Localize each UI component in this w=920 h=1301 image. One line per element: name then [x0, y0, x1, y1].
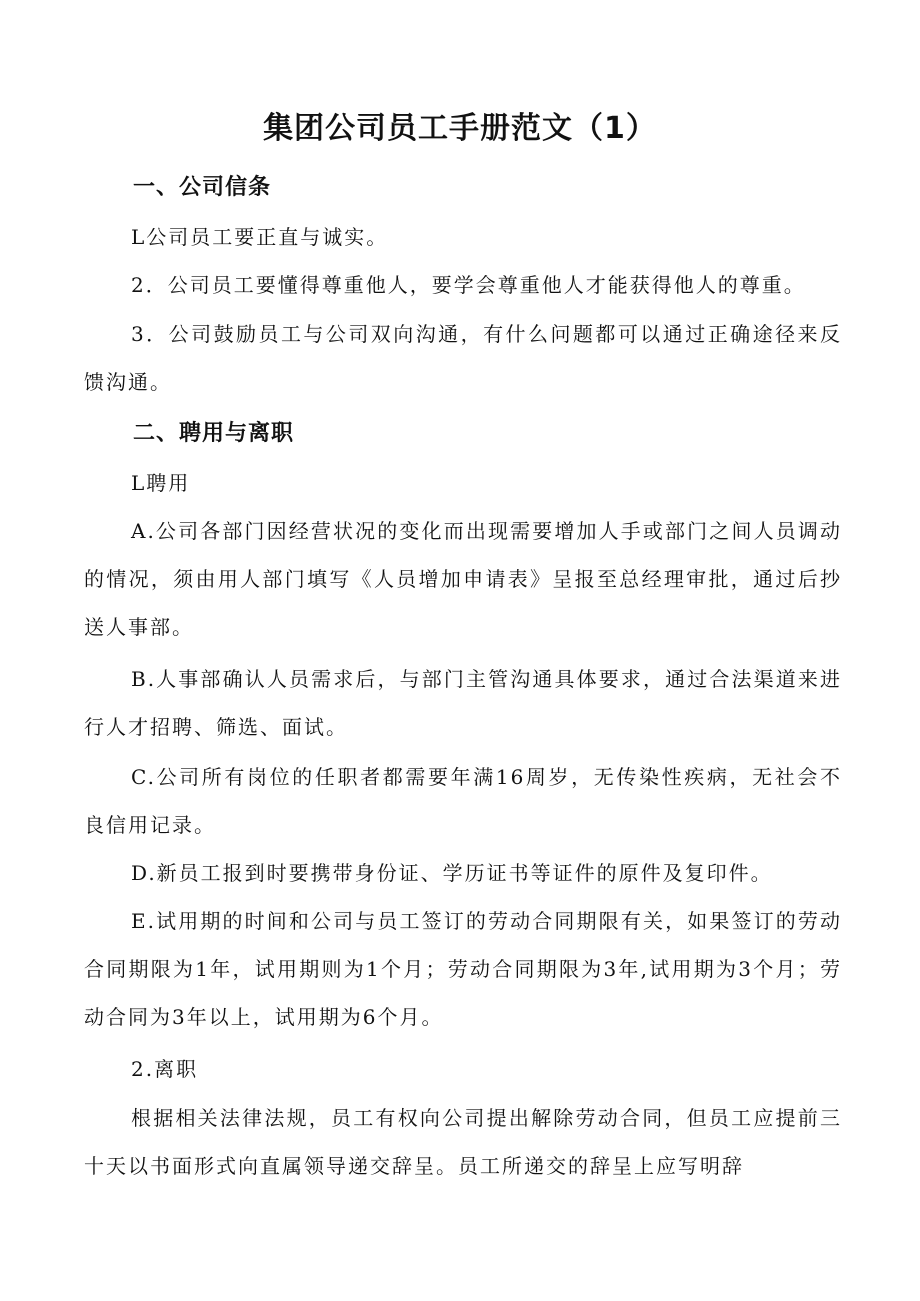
creed-item-1: L公司员工要正直与诚实。 — [131, 225, 389, 249]
hiring-item-b: B.人事部确认人员需求后，与部门主管沟通具体要求，通过合法渠道来进行人才招聘、筛选、面试。 — [84, 667, 842, 739]
section-heading-creed: 一、公司信条 — [133, 175, 272, 200]
resignation-paragraph: 根据相关法律法规，员工有权向公司提出解除劳动合同，但员工应提前三十天以书面形式向直属领导递交辞呈。员工所递交的辞呈上应写明辞 — [84, 1106, 842, 1178]
hiring-item-d: D.新员工报到时要携带身份证、学历证书等证件的原件及复印件。 — [131, 861, 773, 885]
hiring-item-e: E.试用期的时间和公司与员工签订的劳动合同期限有关，如果签订的劳动合同期限为1年，试用期则为1个月；劳动合同期限为3年,试用期为3个月；劳动合同为3年以上，试用期为6个月。 — [84, 909, 842, 1029]
hiring-subheading: L聘用 — [131, 471, 191, 495]
creed-item-3: 3．公司鼓励员工与公司双向沟通，有什么问题都可以通过正确途径来反馈沟通。 — [84, 322, 842, 394]
hiring-item-c: C.公司所有岗位的任职者都需要年满16周岁，无传染性疾病，无社会不良信用记录。 — [84, 765, 842, 837]
resignation-subheading: 2.离职 — [131, 1057, 199, 1081]
document-title: 集团公司员工手册范文（1） — [263, 111, 657, 146]
creed-item-2: 2．公司员工要懂得尊重他人，要学会尊重他人才能获得他人的尊重。 — [131, 273, 806, 297]
section-heading-hiring: 二、聘用与离职 — [133, 421, 295, 446]
hiring-item-a: A.公司各部门因经营状况的变化而出现需要增加人手或部门之间人员调动的情况，须由用人部门填写《人员增加申请表》呈报至总经理审批，通过后抄送人事部。 — [84, 519, 842, 639]
